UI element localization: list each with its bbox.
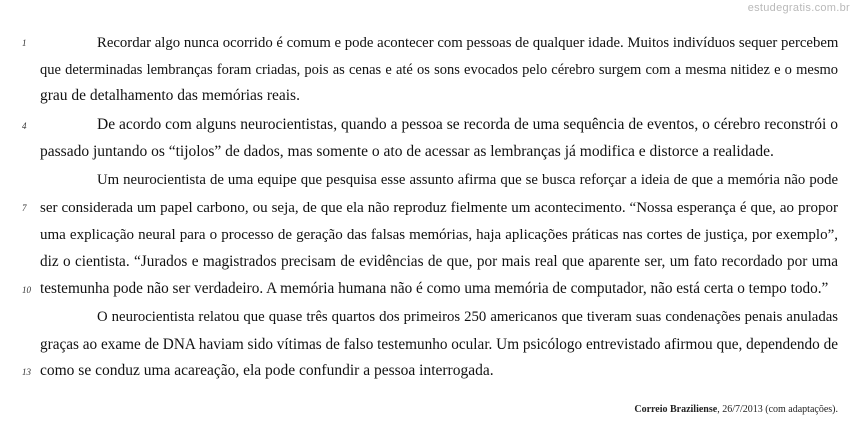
text-line: grau de detalhamento das memórias reais. xyxy=(40,87,300,104)
source-detail: , 26/7/2013 (com adaptações). xyxy=(717,404,838,415)
text-line: testemunha pode não ser verdadeiro. A memória humana não é como uma memória de computador, não está certa o tempo todo.” xyxy=(40,280,829,297)
line-number: 7 xyxy=(22,203,27,213)
text-line: que determinadas lembranças foram criadas, pois as cenas e até os sons evocados pelo cérebro surgem com a mesma nitidez e o mesmo xyxy=(40,62,838,78)
text-line: como se conduz uma acareação, ela pode confundir a pessoa interrogada. xyxy=(40,362,494,379)
source-publication: Correio Braziliense xyxy=(634,404,718,415)
line-number: 13 xyxy=(22,367,31,377)
text-line: ser considerada um papel carbono, ou seja, de que ela não reproduz fielmente um acontecimento. “Nossa esperança é que, ao propor xyxy=(40,200,838,216)
line-number: 10 xyxy=(22,285,31,295)
text-line: De acordo com alguns neurocientistas, quando a pessoa se recorda de uma sequência de eventos, o cérebro reconstrói o xyxy=(97,116,838,133)
line-number: 1 xyxy=(22,38,27,48)
text-line: diz o cientista. “Jurados e magistrados precisam de evidências de que, por mais real que aparente ser, um fato recordado por uma xyxy=(40,253,838,270)
text-line: Um neurocientista de uma equipe que pesquisa esse assunto afirma que se busca reforçar a ideia de que a memória não pode xyxy=(97,172,838,188)
watermark: estudegratis.com.br xyxy=(747,2,850,14)
source-citation xyxy=(634,404,838,415)
text-line: uma explicação neural para o processo de geração das falsas memórias, haja aplicações práticas nas cortes de justiça, por exemplo”, xyxy=(40,227,838,243)
text-line: Recordar algo nunca ocorrido é comum e pode acontecer com pessoas de qualquer idade. Muitos indivíduos sequer percebem xyxy=(97,35,839,51)
text-line: passado juntando os “tijolos” de dados, mas somente o ato de acessar as lembranças já modifica e distorce a realidade. xyxy=(40,143,774,160)
text-line: graças ao exame de DNA haviam sido vítimas de falso testemunho ocular. Um psicólogo entrevistado afirmou que, dependendo de xyxy=(40,336,838,353)
text-line: O neurocientista relatou que quase três quartos dos primeiros 250 americanos que tiveram suas condenações penais anuladas xyxy=(97,309,838,325)
line-number: 4 xyxy=(22,121,27,131)
